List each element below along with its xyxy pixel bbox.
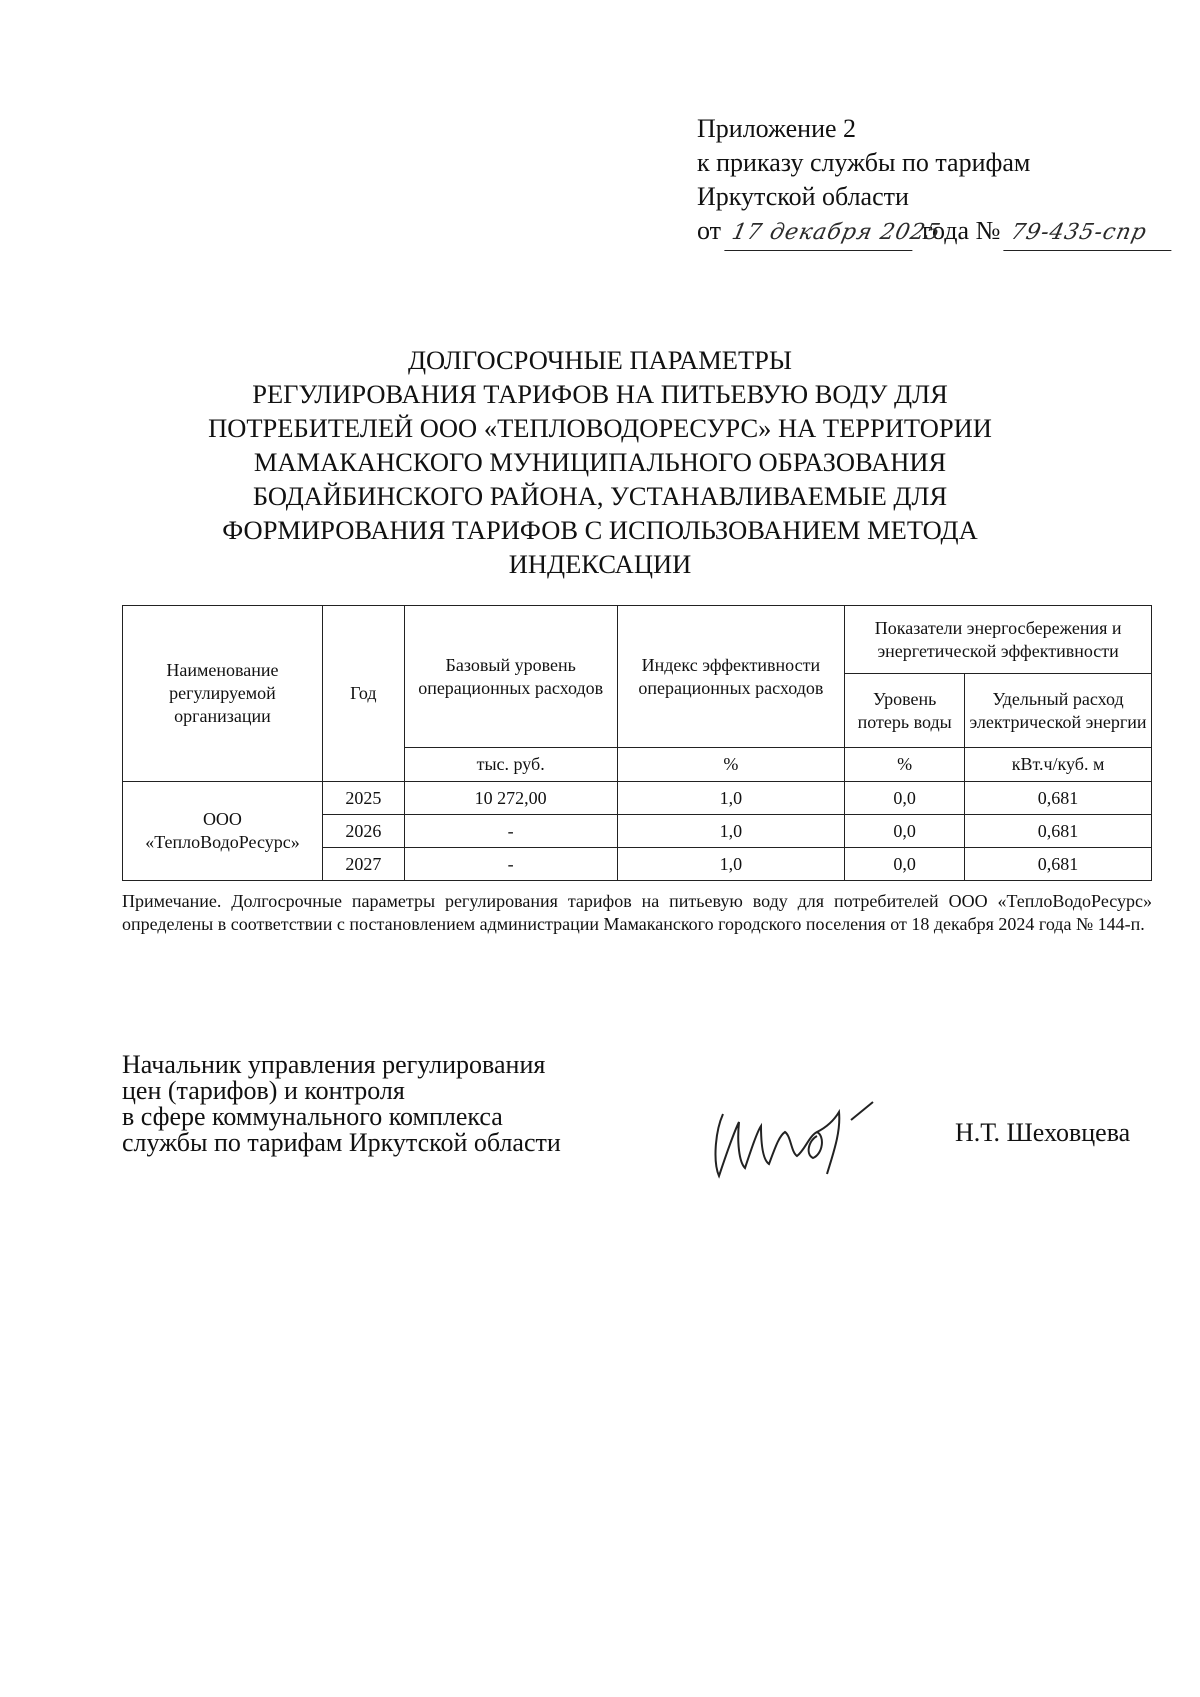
header-org: Наименование регулируемой организации [123, 606, 323, 782]
unit-specific: кВт.ч/куб. м [965, 748, 1152, 782]
cell-specific: 0,681 [965, 815, 1152, 848]
position-line: в сфере коммунального комплекса [122, 1102, 503, 1131]
signatory-position [122, 1052, 561, 1156]
annex-order-ref: к приказу службы по тарифам [697, 148, 1031, 177]
table-note: Примечание. Долгосрочные параметры регулирования тарифов на питьевую воду для потребителей ООО «ТеплоВодоРесурс» определены в соответствии с постановлением администрации Мамаканского городского поселения от 18 декабря 2024 года № 144-п. [122, 891, 1152, 934]
annex-year-label: года № [922, 216, 1001, 245]
title-line: МАМАКАНСКОГО МУНИЦИПАЛЬНОГО ОБРАЗОВАНИЯ [253, 447, 947, 477]
position-line: Начальник управления регулирования [122, 1050, 546, 1079]
cell-base: 10 272,00 [404, 782, 617, 815]
annex-from-label: от [697, 216, 722, 245]
cell-year: 2026 [322, 815, 404, 848]
cell-index: 1,0 [617, 848, 845, 881]
annex-date-line [697, 214, 1175, 251]
cell-loss: 0,0 [845, 815, 965, 848]
annex-title: Приложение 2 [697, 114, 857, 143]
cell-year: 2025 [322, 782, 404, 815]
cell-index: 1,0 [617, 815, 845, 848]
title-line: РЕГУЛИРОВАНИЯ ТАРИФОВ НА ПИТЬЕВУЮ ВОДУ ДЛЯ [252, 379, 948, 409]
cell-specific: 0,681 [965, 782, 1152, 815]
handwritten-signature [705, 1092, 895, 1182]
title-line: ИНДЕКСАЦИИ [508, 549, 692, 579]
unit-index: % [617, 748, 845, 782]
cell-index: 1,0 [617, 782, 845, 815]
document-title [150, 343, 1050, 581]
cell-year: 2027 [322, 848, 404, 881]
header-base-opex: Базовый уровень операционных расходов [404, 606, 617, 748]
cell-loss: 0,0 [845, 782, 965, 815]
cell-base: - [404, 848, 617, 881]
cell-base: - [404, 815, 617, 848]
title-line: ДОЛГОСРОЧНЫЕ ПАРАМЕТРЫ [407, 345, 793, 375]
cell-specific: 0,681 [965, 848, 1152, 881]
header-efficiency-index: Индекс эффективности операционных расходов [617, 606, 845, 748]
title-line: ПОТРЕБИТЕЛЕЙ ООО «ТЕПЛОВОДОРЕСУРС» НА ТЕРРИТОРИИ [208, 413, 992, 443]
parameters-table [122, 605, 1152, 881]
unit-base: тыс. руб. [404, 748, 617, 782]
signer-name: Н.Т. Шеховцева [955, 1118, 1131, 1147]
table-row [123, 782, 1152, 815]
header-year: Год [322, 606, 404, 782]
handwritten-date: 17 декабря 2025 [724, 216, 919, 251]
position-line: цен (тарифов) и контроля [122, 1076, 405, 1105]
position-line: службы по тарифам Иркутской области [122, 1128, 561, 1157]
org-name-cell: ООО «ТеплоВодоРесурс» [123, 782, 323, 881]
cell-loss: 0,0 [845, 848, 965, 881]
header-specific-energy: Удельный расход электрической энергии [965, 674, 1152, 748]
annex-region: Иркутской области [697, 182, 909, 211]
title-line: ФОРМИРОВАНИЯ ТАРИФОВ С ИСПОЛЬЗОВАНИЕМ МЕТОДА [222, 515, 978, 545]
annex-header [697, 112, 1175, 251]
title-line: БОДАЙБИНСКОГО РАЙОНА, УСТАНАВЛИВАЕМЫЕ ДЛЯ [252, 481, 948, 511]
handwritten-order-number: 79-435-спр [1003, 216, 1178, 251]
header-water-loss: Уровень потерь воды [845, 674, 965, 748]
unit-loss: % [845, 748, 965, 782]
header-energy-group: Показатели энергосбережения и энергетической эффективности [845, 606, 1152, 674]
